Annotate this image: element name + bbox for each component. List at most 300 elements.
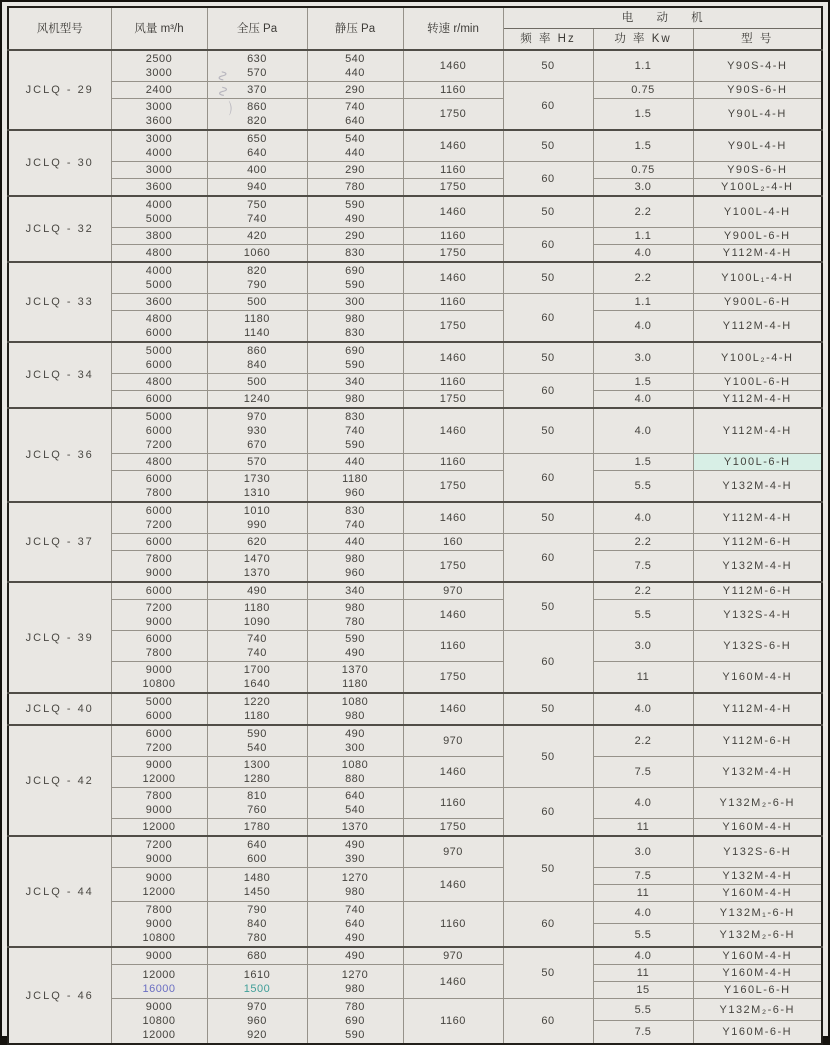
total-pressure-cell [207,391,307,409]
static-pressure-cell [307,374,403,391]
total-pressure-cell [207,502,307,534]
static-pressure-cell-value: 690 [345,345,365,357]
static-pressure-cell [307,408,403,454]
speed-cell: 1460 [403,50,503,82]
power-cell: 4.0 [593,502,693,534]
static-pressure-cell [307,99,403,131]
motor-model-cell: Y132M₂-6-H [693,999,822,1021]
air-volume-cell-value: 9000 [145,664,173,676]
total-pressure-cell-value: 1140 [244,327,270,339]
total-pressure-cell [207,582,307,600]
static-pressure-cell-value: 390 [345,853,365,865]
air-volume-cell-value: 6000 [145,710,173,722]
air-volume-cell-value: 12000 [142,885,176,898]
static-pressure-cell-value: 290 [345,84,365,96]
header-fan-model: 风机型号 [8,7,111,50]
static-pressure-cell-value: 1180 [342,473,368,485]
frequency-cell: 50 [503,130,593,162]
table-row [8,82,822,99]
speed-cell: 1460 [403,868,503,902]
table-row [8,179,822,197]
air-volume-cell [111,551,207,583]
frequency-cell: 60 [503,82,593,131]
total-pressure-cell-value: 820 [247,115,267,127]
air-volume-cell-value: 7200 [145,439,173,451]
total-pressure-cell-value: 1010 [243,505,271,517]
total-pressure-cell-value: 500 [247,376,267,388]
frequency-cell: 60 [503,374,593,409]
air-volume-cell-value: 7200 [145,602,173,614]
power-cell: 1.5 [593,99,693,131]
total-pressure-cell-value: 960 [247,1015,267,1027]
fan-model-cell: JCLQ - 32 [8,196,111,262]
table-row [8,631,822,662]
air-volume-cell [111,965,207,999]
speed-cell: 1750 [403,662,503,694]
power-cell: 0.75 [593,82,693,99]
air-volume-cell [111,693,207,725]
frequency-cell: 50 [503,262,593,294]
power-cell: 2.2 [593,534,693,551]
static-pressure-cell [307,228,403,245]
air-volume-cell [111,99,207,131]
air-volume-cell-value: 7800 [145,790,173,802]
air-volume-cell-value: 7200 [145,742,173,754]
air-volume-cell-value: 5000 [145,345,173,357]
static-pressure-cell-value: 640 [345,790,365,802]
air-volume-cell-value: 9000 [145,616,173,628]
table-row [8,551,822,583]
total-pressure-cell [207,82,307,99]
table-row [8,374,822,391]
total-pressure-cell-value: 1500 [243,982,271,995]
static-pressure-cell-value: 780 [345,181,365,193]
speed-cell: 1460 [403,965,503,999]
static-pressure-cell-value: 540 [345,53,365,65]
table-row [8,725,822,757]
static-pressure-cell [307,600,403,631]
speed-cell: 1750 [403,245,503,263]
total-pressure-cell-value: 740 [247,647,267,659]
static-pressure-cell-value: 980 [345,982,365,995]
table-row [8,965,822,982]
motor-model-cell: Y112M-4-H [693,693,822,725]
table-row [8,693,822,725]
frequency-cell: 60 [503,902,593,948]
static-pressure-cell-value: 740 [345,101,365,113]
motor-model-cell: Y100L-6-H [693,454,822,471]
power-cell: 4.0 [593,311,693,343]
total-pressure-cell [207,693,307,725]
static-pressure-cell-value: 590 [345,199,365,211]
fan-model-cell: JCLQ - 34 [8,342,111,408]
total-pressure-cell-value: 650 [247,133,267,145]
air-volume-cell [111,342,207,374]
frequency-cell: 60 [503,534,593,583]
total-pressure-cell [207,228,307,245]
static-pressure-cell-value: 490 [345,647,365,659]
air-volume-cell-value: 9000 [145,1001,173,1013]
static-pressure-cell-value: 340 [345,585,365,597]
table-row [8,502,822,534]
fan-model-cell: JCLQ - 44 [8,836,111,947]
power-cell: 11 [593,819,693,837]
total-pressure-cell-value: 1780 [243,821,271,833]
fan-model-cell: JCLQ - 30 [8,130,111,196]
table-row [8,600,822,631]
static-pressure-cell [307,50,403,82]
frequency-cell: 60 [503,228,593,263]
static-pressure-cell [307,294,403,311]
total-pressure-cell [207,965,307,999]
air-volume-cell-value: 4800 [145,376,173,388]
static-pressure-cell [307,902,403,948]
motor-model-cell: Y100L-6-H [693,374,822,391]
static-pressure-cell-value: 340 [345,376,365,388]
static-pressure-cell-value: 640 [345,918,365,930]
air-volume-cell-value: 3600 [145,296,173,308]
total-pressure-cell [207,662,307,694]
air-volume-cell [111,82,207,99]
total-pressure-cell-value: 970 [247,1001,267,1013]
motor-model-cell: Y160M-4-H [693,947,822,965]
static-pressure-cell [307,693,403,725]
total-pressure-cell [207,600,307,631]
air-volume-cell-value: 6000 [145,505,173,517]
total-pressure-cell [207,408,307,454]
total-pressure-cell-value: 760 [247,804,267,816]
header-speed: 转速 r/min [403,7,503,50]
air-volume-cell-value: 12000 [142,968,176,981]
air-volume-cell-value: 4000 [145,199,173,211]
total-pressure-cell-value: 1730 [243,473,271,485]
air-volume-cell [111,50,207,82]
air-volume-cell [111,582,207,600]
total-pressure-cell [207,50,307,82]
static-pressure-cell-value: 1270 [341,968,369,981]
air-volume-cell-value: 9000 [145,871,173,884]
total-pressure-cell-value: 970 [247,411,267,423]
static-pressure-cell [307,342,403,374]
static-pressure-cell-value: 980 [345,553,365,565]
air-volume-cell-value: 12000 [142,773,176,785]
air-volume-cell [111,130,207,162]
static-pressure-cell-value: 740 [345,425,365,437]
table-row [8,788,822,819]
air-volume-cell-value: 3000 [145,67,173,79]
static-pressure-cell [307,757,403,788]
table-row [8,662,822,694]
air-volume-cell-value: 12000 [142,1029,176,1041]
air-volume-cell-value: 5000 [145,696,173,708]
speed-cell: 1160 [403,902,503,948]
total-pressure-cell-value: 630 [247,53,267,65]
total-pressure-cell-value: 1090 [243,616,271,628]
air-volume-cell-value: 2400 [145,84,173,96]
total-pressure-cell-value: 1470 [243,553,271,565]
air-volume-cell [111,179,207,197]
table-row [8,294,822,311]
frequency-cell: 50 [503,196,593,228]
fan-model-cell: JCLQ - 40 [8,693,111,725]
air-volume-cell-value: 7800 [145,487,173,499]
power-cell: 2.2 [593,196,693,228]
static-pressure-cell-value: 740 [345,904,365,916]
total-pressure-cell [207,819,307,837]
static-pressure-cell-value: 590 [345,279,365,291]
static-pressure-cell [307,245,403,263]
power-cell: 3.0 [593,179,693,197]
total-pressure-cell [207,534,307,551]
header-motor-group: 电 动 机 [503,7,822,29]
static-pressure-cell [307,130,403,162]
motor-model-cell: Y132S-6-H [693,836,822,868]
frequency-cell: 50 [503,502,593,534]
static-pressure-cell-value: 440 [345,536,365,548]
static-pressure-cell-value: 490 [345,950,365,962]
power-cell: 1.5 [593,130,693,162]
speed-cell: 1160 [403,82,503,99]
static-pressure-cell [307,82,403,99]
air-volume-cell-value: 3000 [145,101,173,113]
air-volume-cell-value: 3600 [145,181,173,193]
handwritten-annotation: ∿∿⌒ [213,69,233,119]
speed-cell: 1460 [403,757,503,788]
total-pressure-cell [207,551,307,583]
power-cell: 0.75 [593,162,693,179]
static-pressure-cell-value: 980 [345,393,365,405]
power-cell: 4.0 [593,788,693,819]
total-pressure-cell-value: 840 [247,918,267,930]
motor-model-cell: Y132S-6-H [693,631,822,662]
static-pressure-cell-value: 540 [345,804,365,816]
motor-model-cell: Y132M₁-6-H [693,902,822,924]
air-volume-cell-value: 10800 [142,678,176,690]
air-volume-cell-value: 6000 [145,425,173,437]
power-cell: 2.2 [593,725,693,757]
static-pressure-cell-value: 960 [345,487,365,499]
static-pressure-cell-value: 590 [345,1029,365,1041]
frequency-cell: 50 [503,725,593,788]
total-pressure-cell-value: 600 [247,853,267,865]
air-volume-cell-value: 4800 [145,313,173,325]
air-volume-cell-value: 9000 [145,853,173,865]
total-pressure-cell-value: 640 [247,147,267,159]
total-pressure-cell-value: 490 [247,585,267,597]
speed-cell: 1750 [403,391,503,409]
air-volume-cell [111,374,207,391]
total-pressure-cell [207,245,307,263]
speed-cell: 1460 [403,196,503,228]
frequency-cell: 60 [503,294,593,343]
air-volume-cell [111,228,207,245]
header-air-volume: 风量 m³/h [111,7,207,50]
speed-cell: 1160 [403,454,503,471]
total-pressure-cell [207,757,307,788]
air-volume-cell-value: 9000 [145,804,173,816]
motor-model-cell: Y90S-4-H [693,50,822,82]
static-pressure-cell-value: 980 [345,602,365,614]
total-pressure-cell-value: 810 [247,790,267,802]
static-pressure-cell [307,311,403,343]
table-body [8,50,822,1044]
air-volume-cell-value: 4000 [145,147,173,159]
total-pressure-cell-value: 400 [247,164,267,176]
table-header [8,7,822,50]
total-pressure-cell [207,454,307,471]
frequency-cell: 50 [503,693,593,725]
air-volume-cell [111,311,207,343]
speed-cell: 970 [403,582,503,600]
speed-cell: 1460 [403,262,503,294]
fan-model-cell: JCLQ - 37 [8,502,111,582]
static-pressure-cell-value: 880 [345,773,365,785]
static-pressure-cell [307,196,403,228]
static-pressure-cell-value: 290 [345,230,365,242]
air-volume-cell-value: 7800 [145,647,173,659]
static-pressure-cell-value: 1180 [342,678,368,690]
power-cell: 4.0 [593,693,693,725]
fan-model-cell: JCLQ - 39 [8,582,111,693]
air-volume-cell [111,662,207,694]
header-total-pressure: 全压 Pa [207,7,307,50]
static-pressure-cell [307,836,403,868]
air-volume-cell-value: 2500 [145,53,173,65]
air-volume-cell [111,294,207,311]
static-pressure-cell-value: 490 [345,213,365,225]
total-pressure-cell-value: 1180 [244,710,270,722]
static-pressure-cell-value: 1370 [341,664,369,676]
motor-model-cell: Y900L-6-H [693,294,822,311]
air-volume-cell [111,196,207,228]
motor-model-cell: Y100L-4-H [693,196,822,228]
total-pressure-cell-value: 570 [247,67,267,79]
static-pressure-cell-value: 490 [345,839,365,851]
total-pressure-cell-value: 1180 [244,602,270,614]
power-cell: 3.0 [593,631,693,662]
static-pressure-cell [307,551,403,583]
table-row [8,454,822,471]
frequency-cell: 50 [503,947,593,999]
static-pressure-cell [307,725,403,757]
air-volume-cell-value: 9000 [145,950,173,962]
air-volume-cell-value: 9000 [145,759,173,771]
frequency-cell: 60 [503,454,593,503]
power-cell: 1.5 [593,374,693,391]
total-pressure-cell-value: 570 [247,456,267,468]
static-pressure-cell-value: 830 [345,327,365,339]
motor-model-cell: Y112M-6-H [693,534,822,551]
air-volume-cell [111,245,207,263]
static-pressure-cell-value: 590 [345,359,365,371]
power-cell: 4.0 [593,391,693,409]
total-pressure-cell-value: 790 [247,279,267,291]
table-row [8,228,822,245]
air-volume-cell [111,819,207,837]
table-row [8,999,822,1021]
speed-cell: 1460 [403,600,503,631]
air-volume-cell-value: 4800 [145,247,173,259]
fan-model-cell: JCLQ - 33 [8,262,111,342]
speed-cell: 1160 [403,228,503,245]
total-pressure-cell-value: 930 [247,425,267,437]
motor-model-cell: Y112M-4-H [693,408,822,454]
speed-cell: 1460 [403,693,503,725]
power-cell: 7.5 [593,1021,693,1044]
table-row [8,162,822,179]
total-pressure-cell-value: 750 [247,199,267,211]
total-pressure-cell-value: 1700 [243,664,271,676]
power-cell: 4.0 [593,408,693,454]
motor-model-cell: Y90S-6-H [693,82,822,99]
power-cell: 2.2 [593,262,693,294]
air-volume-cell-value: 6000 [145,536,173,548]
power-cell: 1.1 [593,294,693,311]
air-volume-cell-value: 9000 [145,918,173,930]
static-pressure-cell [307,631,403,662]
frequency-cell: 50 [503,342,593,374]
table-row [8,262,822,294]
speed-cell: 160 [403,534,503,551]
air-volume-cell-value: 5000 [145,411,173,423]
motor-model-cell: Y900L-6-H [693,228,822,245]
static-pressure-cell-value: 830 [345,411,365,423]
frequency-cell: 60 [503,788,593,837]
air-volume-cell-value: 6000 [145,359,173,371]
air-volume-cell [111,534,207,551]
total-pressure-cell [207,631,307,662]
total-pressure-cell [207,311,307,343]
air-volume-cell-value: 6000 [145,327,173,339]
static-pressure-cell [307,788,403,819]
total-pressure-cell-value: 920 [247,1029,267,1041]
power-cell: 2.2 [593,582,693,600]
motor-model-cell: Y160M-4-H [693,885,822,902]
table-row [8,50,822,82]
table-row [8,471,822,503]
total-pressure-cell-value: 1220 [243,696,271,708]
power-cell: 3.0 [593,342,693,374]
air-volume-cell [111,600,207,631]
motor-model-cell: Y132M-4-H [693,868,822,885]
total-pressure-cell [207,374,307,391]
total-pressure-cell-value: 420 [247,230,267,242]
table-row [8,391,822,409]
table-row [8,245,822,263]
speed-cell: 970 [403,836,503,868]
table-row [8,534,822,551]
total-pressure-cell-value: 1450 [243,885,271,898]
air-volume-cell [111,631,207,662]
total-pressure-cell-value: 740 [247,633,267,645]
speed-cell: 970 [403,725,503,757]
speed-cell: 1160 [403,162,503,179]
total-pressure-cell-value: 860 [247,101,267,113]
static-pressure-cell-value: 740 [345,519,365,531]
total-pressure-cell-value: 680 [247,950,267,962]
motor-model-cell: Y132M₂-6-H [693,788,822,819]
motor-model-cell: Y112M-6-H [693,582,822,600]
total-pressure-cell-value: 640 [247,839,267,851]
total-pressure-cell [207,196,307,228]
static-pressure-cell-value: 980 [345,313,365,325]
static-pressure-cell [307,582,403,600]
total-pressure-cell [207,262,307,294]
total-pressure-cell [207,902,307,948]
power-cell: 4.0 [593,902,693,924]
fan-spec-table [7,6,823,1045]
air-volume-cell-value: 4800 [145,456,173,468]
